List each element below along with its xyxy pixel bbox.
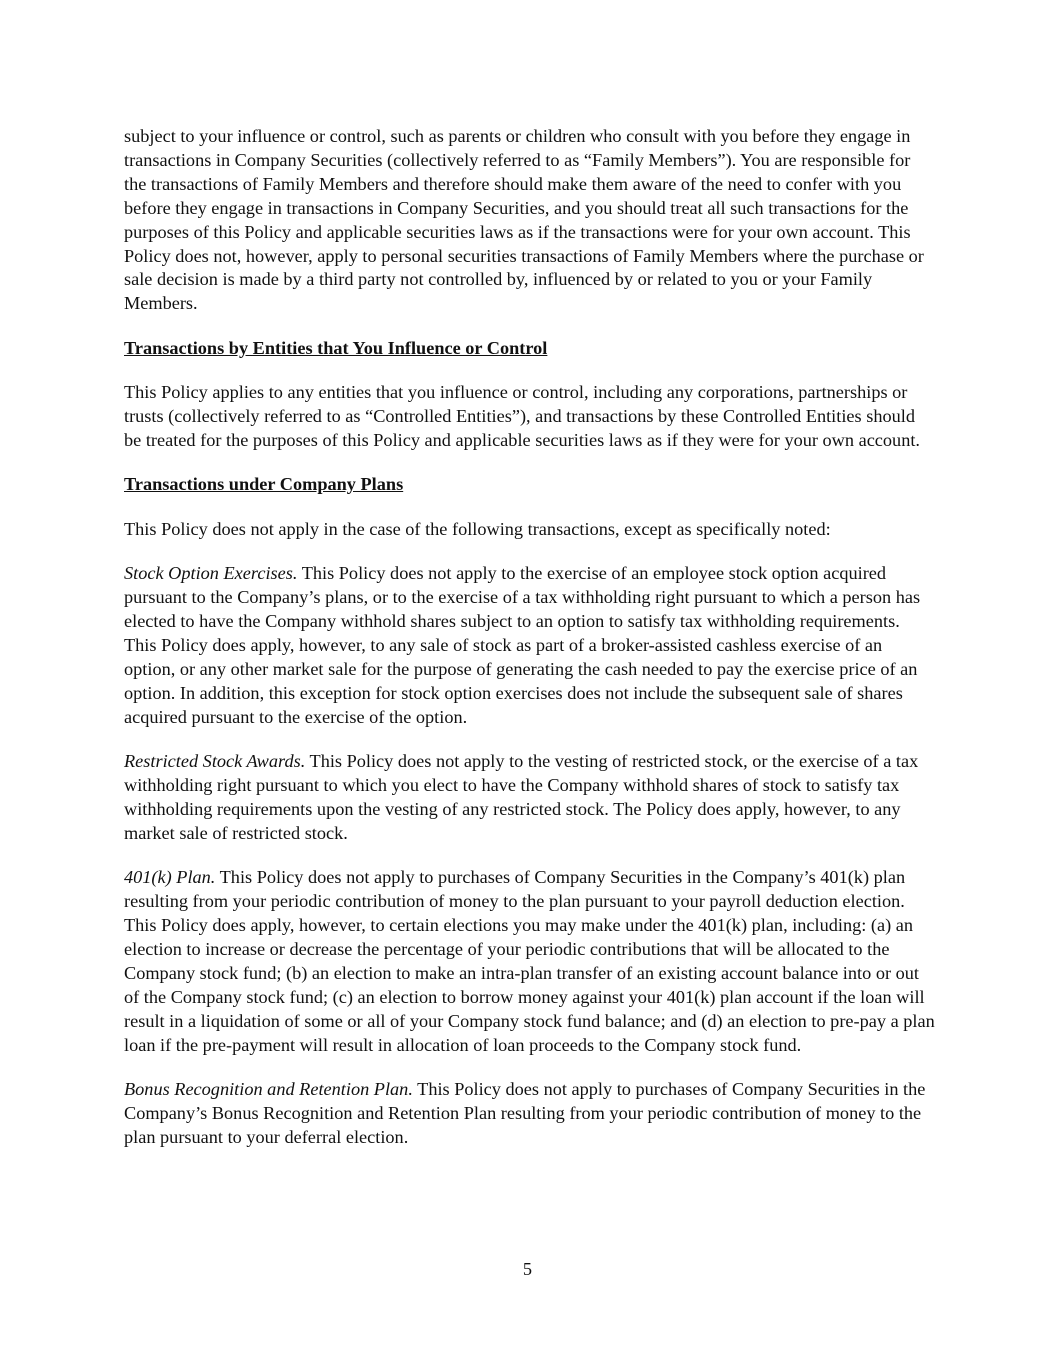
bonus-plan-lead: Bonus Recognition and Retention Plan. <box>124 1078 413 1099</box>
heading-company-plans: Transactions under Company Plans <box>124 474 404 495</box>
paragraph-401k-plan <box>124 866 936 1057</box>
plan-401k-lead: 401(k) Plan. <box>124 867 216 888</box>
paragraph-bonus-plan <box>124 1078 936 1150</box>
paragraph-controlled-entities: This Policy applies to any entities that you influence or control, including any corporations, partnerships or trusts (collectively referred to as “Controlled Entities”), and transactions by these Controlled Entities should be treated for the purposes of this Policy and applicable securities laws as if they were for your own account. <box>124 382 920 450</box>
heading-entities: Transactions by Entities that You Influence or Control <box>124 337 548 358</box>
page-number: 5 <box>522 1259 533 1279</box>
document-page <box>124 125 936 1150</box>
bonus-plan-text: This Policy does not apply to purchases of Company Securities in the Company’s Bonus Recognition and Retention Plan resulting from your periodic contribution of money to the plan pursuant to your deferral election. <box>124 1078 926 1147</box>
stock-option-text: This Policy does not apply to the exercise of an employee stock option acquired pursuant to the Company’s plans, or to the exercise of a tax withholding right pursuant to which a person has elected to have the Company withhold shares subject to an option to satisfy tax withholding requirements. This Policy does apply, however, to any sale of stock as part of a broker-assisted cashless exercise of an option, or any other market sale for the purpose of generating the cash needed to pay the exercise price of an option. In addition, this exception for stock option exercises does not include the subsequent sale of shares acquired pursuant to the exercise of the option. <box>124 563 921 727</box>
restricted-stock-lead: Restricted Stock Awards. <box>124 751 306 772</box>
paragraph-family-members: subject to your influence or control, such as parents or children who consult with you before they engage in transactions in Company Securities (collectively referred to as “Family Members”). You are responsible for the transactions of Family Members and therefore should make them aware of the need to confer with you before they engage in transactions in Company Securities, and you should treat all such transactions for the purposes of this Policy and applicable securities laws as if the transactions were for your own account. This Policy does not, however, apply to personal securities transactions of Family Members where the purchase or sale decision is made by a third party not controlled by, influenced by or related to you or your Family Members. <box>124 126 924 314</box>
paragraph-company-plans-intro: This Policy does not apply in the case of the following transactions, except as specifically noted: <box>124 518 831 539</box>
paragraph-stock-option-exercises <box>124 562 936 729</box>
stock-option-lead: Stock Option Exercises. <box>124 563 298 584</box>
plan-401k-text: This Policy does not apply to purchases of Company Securities in the Company’s 401(k) plan resulting from your periodic contribution of money to the plan pursuant to your payroll deduction election. This Policy does apply, however, to certain elections you may make under the 401(k) plan, including: (a) an election to increase or decrease the percentage of your periodic contributions that will be allocated to the Company stock fund; (b) an election to make an intra-plan transfer of an existing account balance into or out of the Company stock fund; (c) an election to borrow money against your 401(k) plan account if the loan will result in a liquidation of some or all of your Company stock fund balance; and (d) an election to pre-pay a plan loan if the pre-payment will result in allocation of loan proceeds to the Company stock fund. <box>124 867 935 1055</box>
restricted-stock-text: This Policy does not apply to the vesting of restricted stock, or the exercise of a tax withholding right pursuant to which you elect to have the Company withhold shares of stock to satisfy tax withholding requirements upon the vesting of any restricted stock. The Policy does apply, however, to any market sale of restricted stock. <box>124 751 919 843</box>
paragraph-restricted-stock-awards <box>124 750 936 846</box>
